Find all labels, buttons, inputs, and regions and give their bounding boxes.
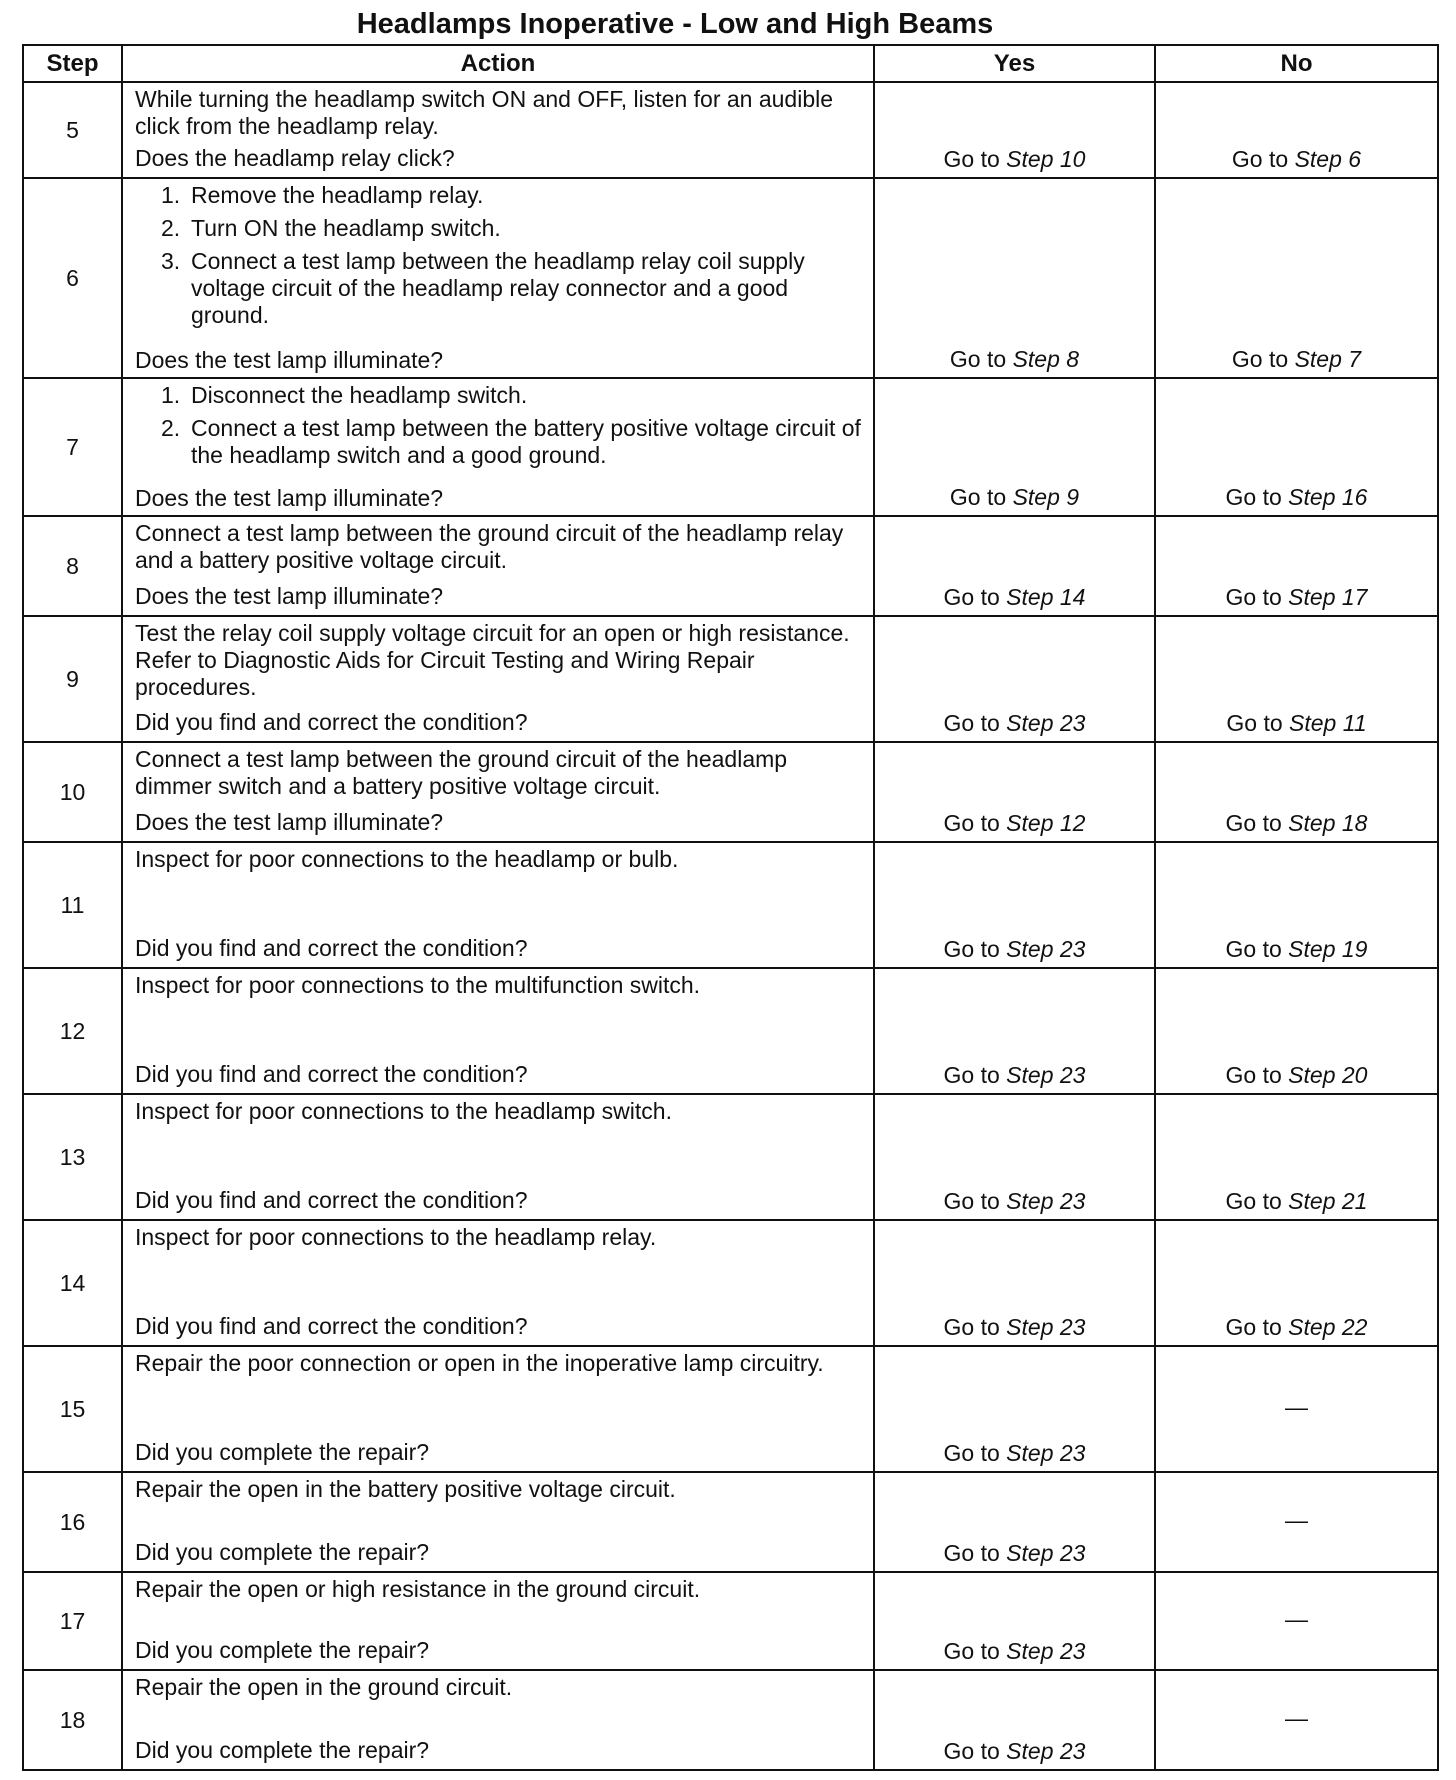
- goto-prefix: Go to: [943, 1638, 1000, 1664]
- page-title: Headlamps Inoperative - Low and High Beams: [356, 8, 994, 40]
- action-text: Inspect for poor connections to the headlamp relay.: [135, 1224, 657, 1250]
- step-number: 6: [23, 178, 122, 378]
- no-cell: [1155, 742, 1438, 842]
- action-spacer: [135, 1377, 863, 1434]
- step-reference-link[interactable]: Step 18: [1288, 810, 1368, 836]
- step-reference-link[interactable]: Step 19: [1288, 936, 1368, 962]
- action-cell: [122, 1472, 874, 1572]
- action-cell: [122, 516, 874, 616]
- step-reference-link[interactable]: Step 7: [1294, 346, 1362, 372]
- action-text: Connect a test lamp between the ground circuit of the headlamp relay and a battery positive voltage circuit.: [135, 520, 844, 573]
- no-cell: [1155, 1670, 1438, 1770]
- action-question: Did you find and correct the condition?: [135, 935, 528, 961]
- goto-prefix: Go to: [1231, 346, 1289, 372]
- goto-prefix: Go to: [943, 584, 1000, 610]
- action-cell: [122, 616, 874, 742]
- action-text: Inspect for poor connections to the multifunction switch.: [135, 972, 701, 998]
- header-action: Action: [122, 45, 874, 82]
- table-row: [23, 516, 1438, 616]
- diagnostic-table: [22, 44, 1439, 1771]
- action-step: [161, 182, 863, 209]
- action-question: Did you complete the repair?: [135, 1439, 430, 1465]
- yes-cell: [874, 378, 1155, 516]
- action-cell: [122, 1220, 874, 1346]
- yes-cell: [874, 516, 1155, 616]
- step-number: 15: [23, 1346, 122, 1472]
- header-yes: Yes: [874, 45, 1155, 82]
- table-row: [23, 616, 1438, 742]
- action-text: Repair the open in the battery positive voltage circuit.: [135, 1476, 676, 1502]
- action-spacer: [135, 800, 863, 804]
- table-header-row: [23, 45, 1438, 82]
- step-reference-link[interactable]: Step 21: [1288, 1188, 1368, 1214]
- table-row: [23, 1572, 1438, 1670]
- no-cell: [1155, 1094, 1438, 1220]
- action-cell: [122, 842, 874, 968]
- action-step-text: Disconnect the headlamp switch.: [191, 382, 528, 408]
- action-step-number: 3.: [161, 248, 181, 274]
- step-reference-link[interactable]: Step 17: [1288, 584, 1368, 610]
- goto-prefix: Go to: [943, 936, 1000, 962]
- table-row: [23, 1094, 1438, 1220]
- step-reference-link[interactable]: Step 23: [1006, 1188, 1086, 1214]
- yes-cell: [874, 1346, 1155, 1472]
- step-reference-link[interactable]: Step 9: [1012, 484, 1080, 510]
- action-text: Inspect for poor connections to the headlamp or bulb.: [135, 846, 679, 872]
- yes-cell: [874, 842, 1155, 968]
- action-step: [161, 248, 863, 329]
- action-question: Did you find and correct the condition?: [135, 709, 528, 735]
- action-step: [161, 415, 863, 469]
- not-applicable-dash: —: [1285, 1606, 1308, 1632]
- step-number: 16: [23, 1472, 122, 1572]
- step-number: 7: [23, 378, 122, 516]
- step-reference-link[interactable]: Step 8: [1012, 346, 1080, 372]
- step-reference-link[interactable]: Step 20: [1288, 1062, 1368, 1088]
- action-step: [161, 215, 863, 242]
- goto-prefix: Go to: [1225, 1062, 1282, 1088]
- table-row: [23, 742, 1438, 842]
- action-cell: [122, 1670, 874, 1770]
- action-step-number: 1.: [161, 382, 181, 408]
- goto-prefix: Go to: [1225, 584, 1282, 610]
- step-reference-link[interactable]: Step 12: [1006, 810, 1086, 836]
- no-cell: [1155, 842, 1438, 968]
- goto-prefix: Go to: [943, 810, 1000, 836]
- yes-cell: [874, 1220, 1155, 1346]
- action-cell: [122, 1346, 874, 1472]
- action-cell: [122, 1572, 874, 1670]
- action-cell: [122, 742, 874, 842]
- step-reference-link[interactable]: Step 22: [1288, 1314, 1368, 1340]
- no-cell: [1155, 1472, 1438, 1572]
- table-row: [23, 1220, 1438, 1346]
- yes-cell: [874, 82, 1155, 178]
- action-step-text: Turn ON the headlamp switch.: [191, 215, 501, 241]
- action-step-text: Connect a test lamp between the battery positive voltage circuit of the headlamp switch and a good ground.: [191, 415, 861, 468]
- goto-prefix: Go to: [943, 1314, 1000, 1340]
- action-text: While turning the headlamp switch ON and OFF, listen for an audible click from the headlamp relay.: [135, 86, 834, 139]
- action-question: Did you find and correct the condition?: [135, 1061, 528, 1087]
- step-number: 12: [23, 968, 122, 1094]
- table-body: [23, 82, 1438, 1770]
- action-text: Repair the open or high resistance in the ground circuit.: [135, 1576, 701, 1602]
- yes-cell: [874, 742, 1155, 842]
- step-reference-link[interactable]: Step 23: [1006, 936, 1086, 962]
- goto-prefix: Go to: [1225, 1314, 1282, 1340]
- goto-prefix: Go to: [1225, 484, 1282, 510]
- goto-prefix: Go to: [943, 1188, 1000, 1214]
- step-reference-link[interactable]: Step 10: [1006, 146, 1086, 172]
- yes-cell: [874, 1670, 1155, 1770]
- step-reference-link[interactable]: Step 23: [1006, 1062, 1086, 1088]
- action-question: Does the test lamp illuminate?: [135, 347, 444, 373]
- step-number: 10: [23, 742, 122, 842]
- step-number: 8: [23, 516, 122, 616]
- action-step-text: Connect a test lamp between the headlamp relay coil supply voltage circuit of the headlamp relay connector and a good ground.: [191, 248, 805, 328]
- header-no: No: [1155, 45, 1438, 82]
- step-number: 5: [23, 82, 122, 178]
- table-row: [23, 968, 1438, 1094]
- no-cell: [1155, 378, 1438, 516]
- step-reference-link[interactable]: Step 11: [1289, 710, 1367, 736]
- table-row: [23, 1346, 1438, 1472]
- step-number: 18: [23, 1670, 122, 1770]
- action-text: Inspect for poor connections to the headlamp switch.: [135, 1098, 672, 1124]
- goto-prefix: Go to: [949, 346, 1007, 372]
- action-spacer: [135, 701, 863, 704]
- goto-prefix: Go to: [943, 710, 1000, 736]
- table-row: [23, 842, 1438, 968]
- goto-prefix: Go to: [943, 1738, 1000, 1764]
- action-cell: [122, 968, 874, 1094]
- goto-prefix: Go to: [1225, 936, 1282, 962]
- action-step-number: 2.: [161, 415, 181, 441]
- step-number: 11: [23, 842, 122, 968]
- table-row: [23, 378, 1438, 516]
- no-cell: [1155, 82, 1438, 178]
- action-text: Test the relay coil supply voltage circuit for an open or high resistance. Refer to Diagnostic Aids for Circuit Testing and Wiring Repair procedures.: [135, 620, 850, 700]
- action-spacer: [135, 1701, 863, 1732]
- header-step: Step: [23, 45, 122, 82]
- step-reference-link[interactable]: Step 23: [1006, 710, 1086, 736]
- step-reference-link[interactable]: Step 16: [1288, 484, 1368, 510]
- goto-prefix: Go to: [943, 1540, 1000, 1566]
- table-row: [23, 178, 1438, 378]
- action-cell: [122, 1094, 874, 1220]
- goto-prefix: Go to: [949, 484, 1007, 510]
- action-question: Does the headlamp relay click?: [135, 145, 455, 171]
- action-step-number: 1.: [161, 182, 181, 208]
- no-cell: [1155, 1220, 1438, 1346]
- step-number: 17: [23, 1572, 122, 1670]
- not-applicable-dash: —: [1285, 1705, 1308, 1731]
- not-applicable-dash: —: [1285, 1507, 1308, 1533]
- step-reference-link[interactable]: Step 23: [1006, 1540, 1086, 1566]
- step-reference-link[interactable]: Step 23: [1006, 1738, 1086, 1764]
- action-spacer: [135, 1251, 863, 1308]
- no-cell: [1155, 1346, 1438, 1472]
- goto-prefix: Go to: [1231, 146, 1289, 172]
- goto-prefix: Go to: [943, 146, 1000, 172]
- action-question: Does the test lamp illuminate?: [135, 583, 444, 609]
- yes-cell: [874, 616, 1155, 742]
- action-spacer: [135, 335, 863, 342]
- action-text: Repair the open in the ground circuit.: [135, 1674, 513, 1700]
- no-cell: [1155, 968, 1438, 1094]
- step-reference-link[interactable]: Step 14: [1006, 584, 1086, 610]
- step-reference-link[interactable]: Step 23: [1006, 1440, 1086, 1466]
- goto-prefix: Go to: [943, 1062, 1000, 1088]
- goto-prefix: Go to: [943, 1440, 1000, 1466]
- yes-cell: [874, 1572, 1155, 1670]
- action-spacer: [135, 1603, 863, 1632]
- action-text: Repair the poor connection or open in the inoperative lamp circuitry.: [135, 1350, 824, 1376]
- action-cell: [122, 82, 874, 178]
- goto-prefix: Go to: [1225, 1188, 1282, 1214]
- action-question: Did you complete the repair?: [135, 1737, 430, 1763]
- action-spacer: [135, 1503, 863, 1534]
- yes-cell: [874, 178, 1155, 378]
- not-applicable-dash: —: [1285, 1394, 1308, 1420]
- table-row: [23, 1670, 1438, 1770]
- table-row: [23, 1472, 1438, 1572]
- no-cell: [1155, 178, 1438, 378]
- goto-prefix: Go to: [1225, 810, 1282, 836]
- action-spacer: [135, 1125, 863, 1182]
- action-question: Does the test lamp illuminate?: [135, 485, 444, 511]
- action-question: Did you find and correct the condition?: [135, 1187, 528, 1213]
- action-step: [161, 382, 863, 409]
- step-number: 13: [23, 1094, 122, 1220]
- yes-cell: [874, 968, 1155, 1094]
- action-question: Did you complete the repair?: [135, 1637, 430, 1663]
- action-question: Does the test lamp illuminate?: [135, 809, 444, 835]
- step-reference-link[interactable]: Step 6: [1294, 146, 1362, 172]
- action-question: Did you find and correct the condition?: [135, 1313, 528, 1339]
- yes-cell: [874, 1472, 1155, 1572]
- yes-cell: [874, 1094, 1155, 1220]
- no-cell: [1155, 516, 1438, 616]
- step-number: 14: [23, 1220, 122, 1346]
- action-cell: [122, 178, 874, 378]
- action-question: Did you complete the repair?: [135, 1539, 430, 1565]
- action-step-list: [135, 182, 863, 329]
- action-step-text: Remove the headlamp relay.: [191, 182, 484, 208]
- goto-prefix: Go to: [1226, 710, 1283, 736]
- step-reference-link[interactable]: Step 23: [1006, 1638, 1086, 1664]
- step-number: 9: [23, 616, 122, 742]
- no-cell: [1155, 1572, 1438, 1670]
- action-spacer: [135, 873, 863, 930]
- step-reference-link[interactable]: Step 23: [1006, 1314, 1086, 1340]
- table-row: [23, 82, 1438, 178]
- action-spacer: [135, 475, 863, 480]
- action-step-number: 2.: [161, 215, 181, 241]
- no-cell: [1155, 616, 1438, 742]
- action-spacer: [135, 574, 863, 578]
- action-spacer: [135, 999, 863, 1056]
- action-text: Connect a test lamp between the ground circuit of the headlamp dimmer switch and a battery positive voltage circuit.: [135, 746, 788, 799]
- action-step-list: [135, 382, 863, 469]
- action-cell: [122, 378, 874, 516]
